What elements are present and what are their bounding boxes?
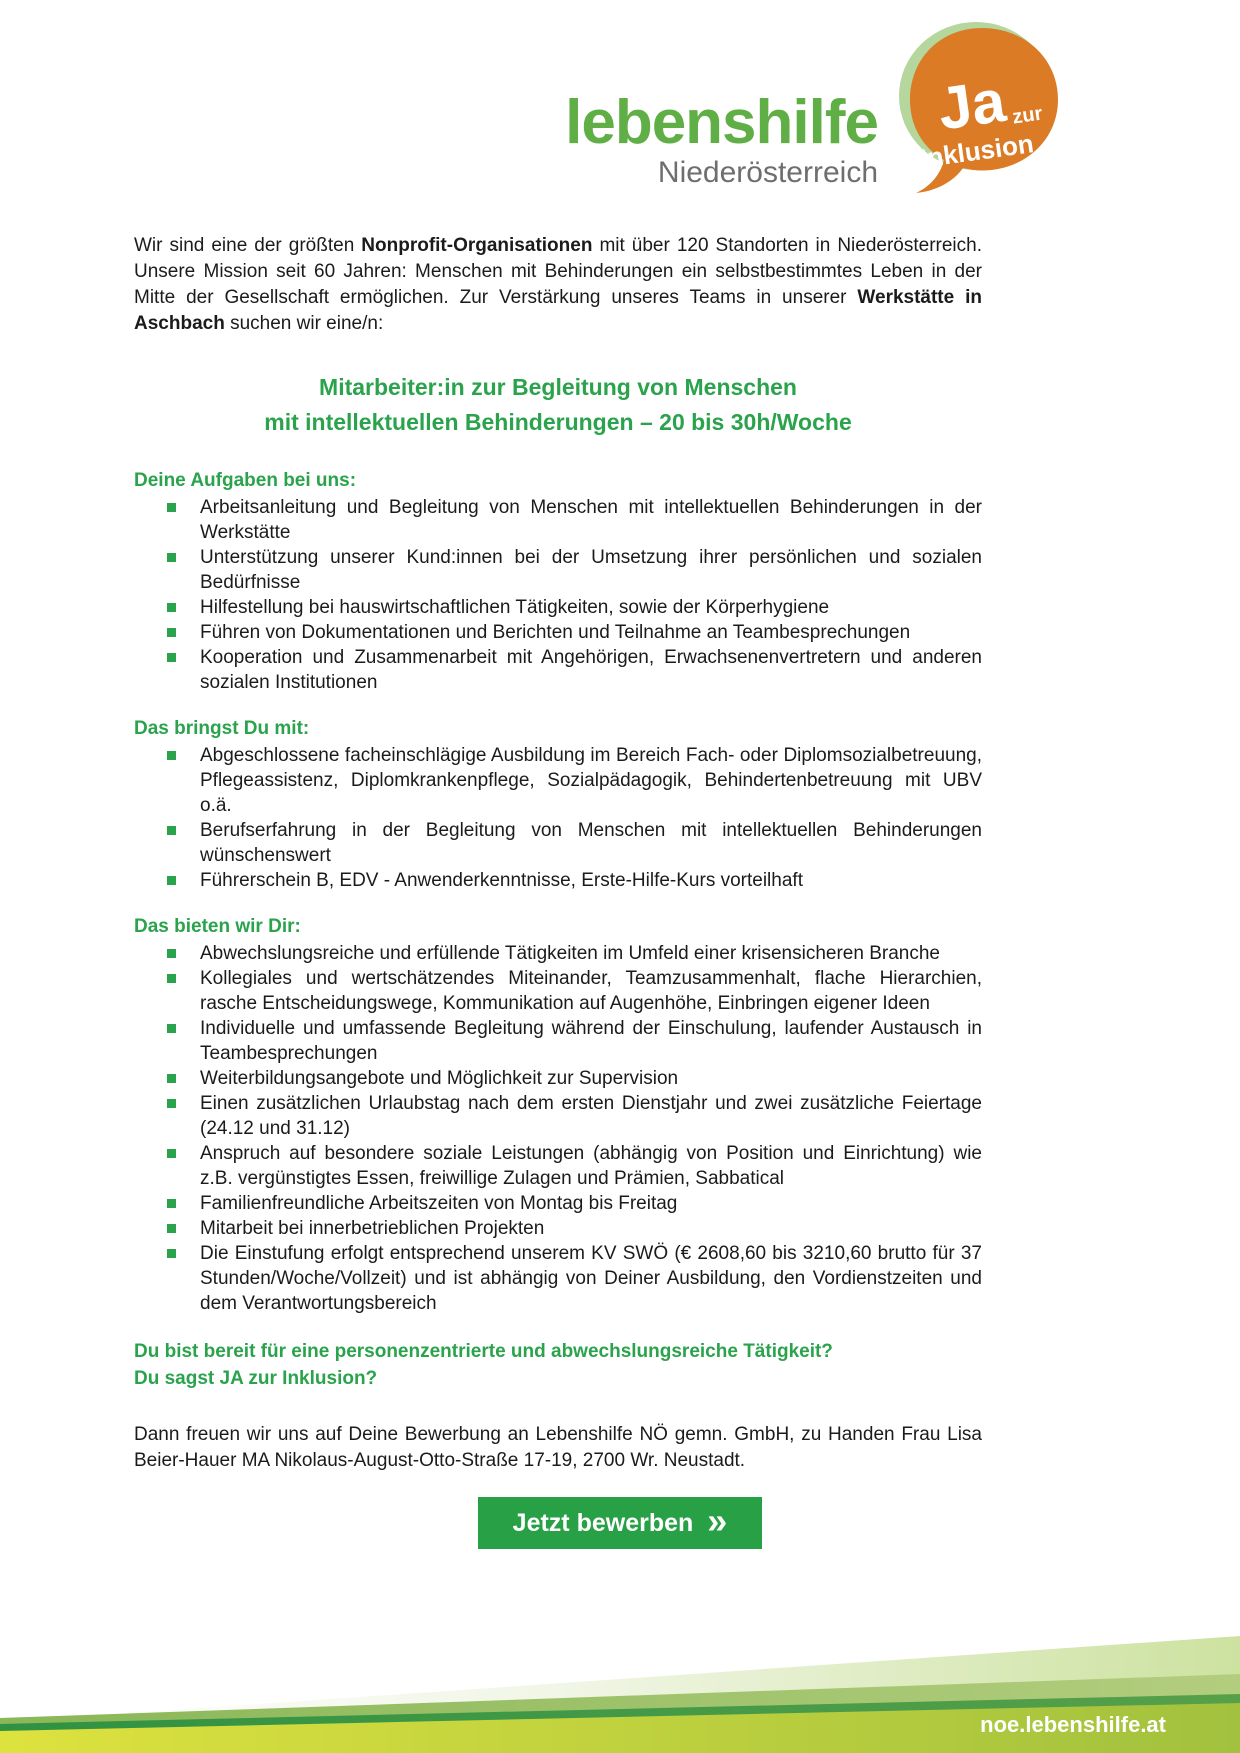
intro-part: suchen wir eine/n:: [224, 313, 384, 334]
bullet-square-icon: [167, 751, 176, 760]
bullet-square-icon: [167, 1099, 176, 1108]
bullet-list: [134, 941, 982, 1316]
bullet-text: Individuelle und umfassende Begleitung während der Einschulung, laufender Austausch in Teambesprechungen: [200, 1018, 982, 1064]
bullet-square-icon: [167, 1024, 176, 1033]
bullet-text: Mitarbeit bei innerbetrieblichen Projekten: [200, 1218, 545, 1239]
bullet-text: Unterstützung unserer Kund:innen bei der Umsetzung ihrer persönlichen und sozialen Bedürfnisse: [200, 547, 982, 593]
bullet-square-icon: [167, 949, 176, 958]
list-item: [134, 1091, 982, 1141]
section-profil: [134, 716, 982, 893]
bullet-square-icon: [167, 1224, 176, 1233]
question-line2: Du sagst JA zur Inklusion?: [134, 1368, 378, 1389]
bullet-text: Anspruch auf besondere soziale Leistungen (abhängig von Position und Einrichtung) wie z.B. vergünstigtes Essen, freiwillige Zulagen und Prämien, Sabbatical: [200, 1143, 982, 1189]
list-item: [134, 966, 982, 1016]
list-item: [134, 1191, 982, 1216]
bullet-text: Führen von Dokumentationen und Berichten und Teilnahme an Teambesprechungen: [200, 622, 911, 643]
lebenshilfe-logo: [420, 88, 878, 189]
bullet-square-icon: [167, 653, 176, 662]
logo-region-text: Niederösterreich: [657, 156, 878, 189]
bullet-list: [134, 743, 982, 893]
bullet-square-icon: [167, 503, 176, 512]
list-item: [134, 818, 982, 868]
list-item: [134, 941, 982, 966]
intro-paragraph: [134, 233, 982, 337]
intro-part: Wir sind eine der größten: [134, 235, 362, 256]
list-item: [134, 495, 982, 545]
bullet-text: Abgeschlossene facheinschlägige Ausbildung im Bereich Fach- oder Diplomsozialbetreuung, Pflegeassistenz, Diplomkrankenpflege, Sozialpädagogik, Behindertenbetreuung mit UBV o.ä.: [200, 745, 982, 816]
badge-word-big: Ja: [933, 66, 1010, 143]
bullet-square-icon: [167, 1149, 176, 1158]
question-line1: Du bist bereit für eine personenzentrierte und abwechslungsreiche Tätigkeit?: [134, 1341, 833, 1362]
apply-now-button[interactable]: Jetzt bewerben »: [478, 1497, 762, 1549]
content-column: [134, 468, 982, 1493]
bullet-square-icon: [167, 628, 176, 637]
badge-word-bottom: Inklusion: [918, 128, 1036, 174]
section-heading: Das bringst Du mit:: [134, 718, 310, 739]
list-item: [134, 620, 982, 645]
logo-brand-text: lebenshilfe: [565, 88, 878, 157]
bullet-square-icon: [167, 876, 176, 885]
bullet-text: Kooperation und Zusammenarbeit mit Angehörigen, Erwachsenenvertretern und anderen sozialen Institutionen: [200, 647, 982, 693]
footer-website-link[interactable]: noe.lebenshilfe.at: [980, 1712, 1166, 1737]
list-item: [134, 595, 982, 620]
bullet-square-icon: [167, 1074, 176, 1083]
bullet-text: Arbeitsanleitung und Begleitung von Menschen mit intellektuellen Behinderungen in der Werkstätte: [200, 497, 982, 543]
job-title: [134, 370, 982, 440]
bullet-list: [134, 495, 982, 695]
list-item: [134, 645, 982, 695]
ja-zur-inklusion-badge-icon: [898, 20, 1062, 196]
list-item: [134, 1141, 982, 1191]
section-heading: Deine Aufgaben bei uns:: [134, 470, 357, 491]
apply-now-label: Jetzt bewerben: [512, 1508, 694, 1537]
bullet-text: Einen zusätzlichen Urlaubstag nach dem ersten Dienstjahr und zwei zusätzliche Feiertage (24.12 und 31.12): [200, 1093, 982, 1139]
bullet-text: Kollegiales und wertschätzendes Miteinander, Teamzusammenhalt, flache Hierarchien, rasche Entscheidungswege, Kommunikation auf Augenhöhe, Einbringen eigener Ideen: [200, 968, 982, 1014]
section-angebot: [134, 914, 982, 1316]
list-item: [134, 868, 982, 893]
list-item: [134, 1216, 982, 1241]
call-to-action-questions: [134, 1338, 982, 1392]
intro-part-bold: Werkstätte in Aschbach: [134, 287, 983, 334]
bullet-text: Familienfreundliche Arbeitszeiten von Montag bis Freitag: [200, 1193, 678, 1214]
section-heading: Das bieten wir Dir:: [134, 916, 301, 937]
job-title-line2: mit intellektuellen Behinderungen – 20 bis 30h/Woche: [264, 409, 852, 435]
bullet-square-icon: [167, 553, 176, 562]
bullet-square-icon: [167, 974, 176, 983]
intro-part: mit über 120 Standorten in Niederösterreich. Unsere Mission seit 60 Jahren: Menschen mit Behinderungen ein selbstbestimmtes Leben in der Mitte der Gesellschaft ermöglichen. Zur Verstärkung unseres Teams in unserer: [134, 235, 982, 308]
badge-word-small: zur: [1010, 102, 1044, 129]
bullet-text: Die Einstufung erfolgt entsprechend unserem KV SWÖ (€ 2608,60 bis 3210,60 brutto für 37 Stunden/Woche/Vollzeit) und ist abhängig von Deiner Ausbildung, den Vordienstzeiten und dem Verantwortungsbereich: [200, 1243, 982, 1314]
list-item: [134, 1016, 982, 1066]
bullet-text: Berufserfahrung in der Begleitung von Menschen mit intellektuellen Behinderungen wünschenswert: [200, 820, 982, 866]
bullet-text: Abwechslungsreiche und erfüllende Tätigkeiten im Umfeld einer krisensicheren Branche: [200, 943, 940, 964]
list-item: [134, 1066, 982, 1091]
bullet-text: Weiterbildungsangebote und Möglichkeit zur Supervision: [200, 1068, 679, 1089]
list-item: [134, 743, 982, 818]
job-title-line1: Mitarbeiter:in zur Begleitung von Menschen: [319, 374, 797, 400]
closing-paragraph: Dann freuen wir uns auf Deine Bewerbung an Lebenshilfe NÖ gemn. GmbH, zu Handen Frau Lisa Beier-Hauer MA Nikolaus-August-Otto-Straße 17-19, 2700 Wr. Neustadt.: [134, 1424, 982, 1471]
section-aufgaben: [134, 468, 982, 695]
list-item: [134, 1241, 982, 1316]
list-item: [134, 545, 982, 595]
bullet-text: Führerschein B, EDV - Anwenderkenntnisse, Erste-Hilfe-Kurs vorteilhaft: [200, 870, 803, 891]
bullet-square-icon: [167, 826, 176, 835]
intro-part-bold: Nonprofit-Organisationen: [361, 235, 593, 256]
bullet-text: Hilfestellung bei hauswirtschaftlichen Tätigkeiten, sowie der Körperhygiene: [200, 597, 830, 618]
bullet-square-icon: [167, 603, 176, 612]
bullet-square-icon: [167, 1249, 176, 1258]
bullet-square-icon: [167, 1199, 176, 1208]
